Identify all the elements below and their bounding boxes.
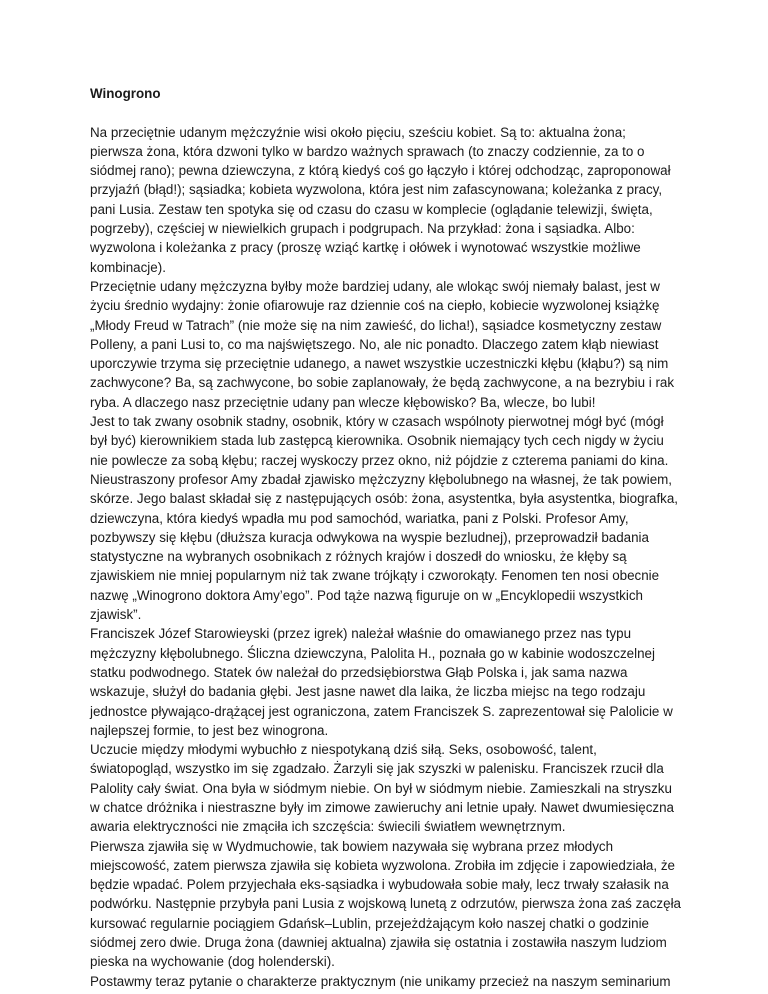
paragraph-6: Uczucie między młodymi wybuchło z niespotykaną dziś siłą. Seks, osobowość, talent, światopogląd, wszystko im się zgadzało. Żarzyli się jak szyszki w palenisku. Franciszek rzucił dla Palolity cały świat. Ona była w siódmym niebie. On był w siódmym niebie. Zamieszkali na stryszku w chatce dróżnika i niestraszne były im zimowe zawieruchy ani letnie upały. Nawet dwumiesięczna awaria elektryczności nie zmąciła ich szczęścia: świecili światłem wewnętrznym. bbox=[90, 742, 674, 835]
paragraph-8: Postawmy teraz pytanie o charakterze praktycznym (nie unikamy przecież na naszym seminarium bbox=[90, 973, 671, 989]
document-title: Winogrono bbox=[90, 86, 161, 101]
paragraph-5: Franciszek Józef Starowieyski (przez igrek) należał właśnie do omawianego przez nas typu mężczyzny kłębolubnego. Śliczna dziewczyna, Palolita H., poznała go w kabinie wodoszczelnej statku podwodnego. Statek ów należał do przedsiębiorstwa Głąb Polska i, jak sama nazwa wskazuje, służył do badania głębi. Jest jasne nawet dla laika, że liczba miejsc na tego rodzaju jednostce pływająco-drążącej jest ograniczona, zatem Franciszek S. zaprezentował się Palolicie w najlepszej formie, to jest bez winogrona. bbox=[90, 626, 673, 738]
document-body bbox=[90, 84, 682, 991]
paragraph-4: Nieustraszony profesor Amy zbadał zjawisko mężczyzny kłębolubnego na własnej, że tak powiem, skórze. Jego balast składał się z następujących osób: żona, asystentka, była asystentka, biografka, dziewczyna, która kiedyś wpadła mu pod samochód, wariatka, pani z Polski. Profesor Amy, pozbywszy się kłębu (dłuższa kuracja odwykowa na wyspie bezludnej), przeprowadził badania statystyczne na wybranych osobnikach z różnych krajów i doszedł do wniosku, że kłęby są zjawiskiem nie mniej popularnym niż tak zwane trójkąty i czworokąty. Fenomen ten nosi obecnie nazwę „Winogrono doktora Amy’ego”. Pod tąże nazwą figuruje on w „Encyklopedii wszystkich zjawisk”. bbox=[90, 471, 679, 623]
paragraph-7: Pierwsza zjawiła się w Wydmuchowie, tak bowiem nazywała się wybrana przez młodych miejscowość, zatem pierwsza zjawiła się kobieta wyzwolona. Zrobiła im zdjęcie i zapowiedziała, że będzie wpadać. Polem przyjechała eks-sąsiadka i wybudowała sobie mały, lecz trwały szałasik na podwórku. Następnie przybyła pani Lusia z wojskową lunetą z odrzutów, pierwsza żona zaś zaczęła kursować regularnie pociągiem Gdańsk–Lublin, przejeżdżającym koło naszej chatki o godzinie siódmej zero dwie. Druga żona (dawniej aktualna) zjawiła się ostatnia i zostawiła naszym ludziom pieska na wychowanie (dog holenderski). bbox=[90, 838, 681, 970]
paragraph-2: Przeciętnie udany mężczyzna byłby może bardziej udany, ale wlokąc swój niemały balast, jest w życiu średnio wydajny: żonie ofiarowuje raz dziennie coś na ciepło, kobiecie wyzwolonej książkę „Młody Freud w Tatrach” (nie może się na nim zawieść, do licha!), sąsiadce kosmetyczny zestaw Polleny, a pani Lusi to, co ma najświętszego. No, ale nic ponadto. Dlaczego zatem kłąb niewiast uporczywie trzyma się przeciętnie udanego, a nawet wszystkie uczestniczki kłębu (kłąbu?) są nim zachwycone? Ba, są zachwycone, bo sobie zaplanowały, że będą zachwycone, a na bezrybiu i rak ryba. A dlaczego nasz przeciętnie udany pan wlecze kłębowisko? Ba, wlecze, bo lubi! bbox=[90, 278, 675, 410]
paragraph-1: Na przeciętnie udanym mężczyźnie wisi około pięciu, sześciu kobiet. Są to: aktualna żona; pierwsza żona, która dzwoni tylko w bardzo ważnych sprawach (to znaczy codziennie, za to o siódmej rano); pewna dziewczyna, z którą kiedyś coś go łączyło i której odchodząc, zaproponował przyjaźń (błąd!); sąsiadka; kobieta wyzwolona, która jest nim zafascynowana; koleżanka z pracy, pani Lusia. Zestaw ten spotyka się od czasu do czasu w komplecie (oglądanie telewizji, święta, pogrzeby), częściej w niewielkich grupach i podgrupach. Na przykład: żona i sąsiadka. Albo: wyzwolona i koleżanka z pracy (proszę wziąć kartkę i ołówek i wynotować wszystkie możliwe kombinacje). bbox=[90, 124, 671, 275]
paragraph-3: Jest to tak zwany osobnik stadny, osobnik, który w czasach wspólnoty pierwotnej mógł być (mógł był być) kierownikiem stada lub zastępcą kierownika. Osobnik niemający tych cech nigdy w życiu nie powlecze za sobą kłębu; raczej wyskoczy przez okno, niż pójdzie z czterema paniami do kina. bbox=[90, 414, 669, 468]
